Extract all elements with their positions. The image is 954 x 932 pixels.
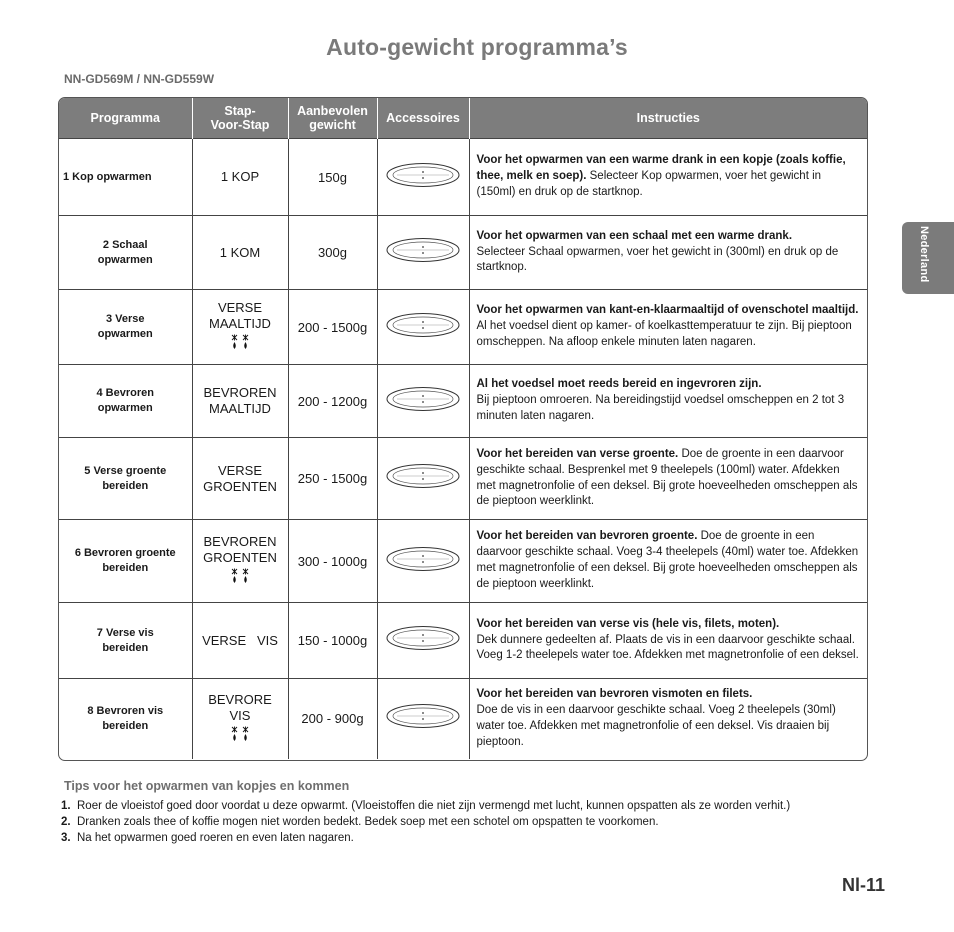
cell-programma: [59, 438, 192, 520]
cell-accessoires: [377, 365, 469, 438]
page-number: Nl-11: [842, 875, 886, 895]
programma-name-line2: opwarmen: [97, 328, 153, 340]
header-aanbevolen: [288, 98, 377, 139]
cell-accessoires: [377, 139, 469, 216]
cell-accessoires: [377, 520, 469, 603]
instruction-heading: Al het voedsel moet reeds bereid en ingevroren zijn.: [476, 378, 762, 391]
stap-label-line2: MAALTIJD: [209, 316, 271, 331]
tip-number: 1.: [61, 800, 71, 812]
tips-title: Tips voor het opwarmen van kopjes en kommen: [64, 779, 350, 793]
programma-name: 5 Verse groente: [84, 464, 167, 477]
instruction-text: Doe de groente in een daarvoor geschikte schaal. Voeg 3-4 theelepels (40ml) water toe. Afdekken met magnetronfolie of een deksel. Bij grote hoeveelheden omscheppen als de pieptoon weerklinkt.: [476, 530, 859, 590]
cell-programma: [59, 520, 192, 603]
stap-label-line2: MAALTIJD: [209, 401, 271, 416]
cell-instructies: [469, 290, 867, 365]
cell-stap: [192, 679, 288, 759]
frozen-icon: [194, 726, 287, 746]
stap-label: 1 KOP: [220, 169, 260, 184]
tip-item: [61, 798, 790, 814]
tip-text: Na het opwarmen goed roeren en even laten nagaren.: [77, 832, 354, 844]
instruction-heading: Voor het opwarmen van kant-en-klaarmaaltijd of ovenschotel maaltijd.: [476, 304, 859, 317]
cell-gewicht: 250 - 1500g: [288, 438, 377, 520]
cell-programma: [59, 365, 192, 438]
cell-programma: [59, 290, 192, 365]
programma-name: 1 Kop opwarmen: [63, 170, 152, 183]
programma-name-line2: opwarmen: [97, 402, 153, 414]
instruction-heading: Voor het bereiden van bevroren groente.: [476, 530, 698, 543]
table-row: [59, 520, 867, 603]
cell-accessoires: [377, 216, 469, 290]
instruction-heading: Voor het opwarmen van een warme drank in een kopje (zoals koffie, thee, melk en soep).: [476, 154, 846, 183]
header-aanbevolen-line2: gewicht: [309, 118, 356, 132]
frozen-icon: [194, 568, 287, 588]
header-accessoires: Accessoires: [377, 98, 469, 139]
cell-stap: [192, 216, 288, 290]
instruction-text: Selecteer Kop opwarmen, voer het gewicht in (150ml) en druk op de startknop.: [476, 170, 822, 198]
programma-name: 7 Verse vis: [96, 626, 154, 639]
cell-accessoires: [377, 679, 469, 759]
header-stap-line1: Stap-: [224, 104, 256, 118]
turntable-tray-icon: [385, 559, 461, 576]
cell-accessoires: [377, 290, 469, 365]
tip-item: [61, 814, 790, 830]
table-row: [59, 438, 867, 520]
cell-programma: [59, 603, 192, 679]
tip-text: Roer de vloeistof goed door voordat u deze opwarmt. (Vloeistoffen die niet zijn vermengd met lucht, kunnen opspatten als ze worden verhit.): [77, 800, 791, 812]
programma-name-line2: bereiden: [102, 562, 149, 574]
programma-name: 6 Bevroren groente: [74, 547, 176, 559]
cell-gewicht: 200 - 900g: [288, 679, 377, 759]
cell-stap: [192, 139, 288, 216]
tips-list: [61, 798, 790, 846]
turntable-tray-icon: [385, 175, 461, 192]
cell-instructies: [469, 520, 867, 603]
turntable-tray-icon: [385, 250, 461, 267]
instruction-heading: Voor het bereiden van verse vis (hele vis, filets, moten).: [476, 617, 780, 630]
stap-label: 1 KOM: [219, 244, 261, 260]
cell-programma: [59, 139, 192, 216]
tip-number: 2.: [61, 816, 71, 828]
cell-gewicht: 300g: [288, 216, 377, 290]
turntable-tray-icon: [385, 399, 461, 416]
instruction-heading: Voor het bereiden van verse groente.: [476, 447, 679, 460]
table-row: [59, 603, 867, 679]
cell-accessoires: [377, 438, 469, 520]
header-programma: Programma: [59, 98, 192, 139]
cell-stap: [192, 603, 288, 679]
table-row: [59, 139, 867, 216]
programma-name-line2: opwarmen: [97, 253, 153, 266]
instruction-text: Bij pieptoon omroeren. Na bereidingstijd voedsel omscheppen en 2 tot 3 minuten laten nagaren.: [476, 394, 845, 422]
stap-label: VERSE: [217, 300, 263, 315]
cell-stap: [192, 520, 288, 603]
cell-instructies: [469, 603, 867, 679]
auto-weight-table: [58, 97, 868, 761]
stap-label: VERSE: [217, 462, 263, 478]
cell-gewicht: 150 - 1000g: [288, 603, 377, 679]
instruction-heading: Voor het bereiden van bevroren vismoten en filets.: [476, 688, 753, 701]
model-number: NN-GD569M / NN-GD559W: [64, 72, 215, 86]
language-tab-label: Nederland: [918, 226, 930, 283]
programma-name: 3 Verse: [105, 313, 145, 325]
language-tab: [902, 222, 954, 294]
stap-label: BEVROREN: [203, 534, 277, 549]
table-header-row: [59, 98, 867, 139]
turntable-tray-icon: [385, 638, 461, 655]
turntable-tray-icon: [385, 716, 461, 733]
instruction-text: Doe de groente in een daarvoor geschikte schaal. Besprenkel met 9 theelepels (100ml) water. Afdekken met magnetronfolie of een deksel. Bij grote hoeveelheden omscheppen als de pieptoon weerklinkt.: [476, 447, 858, 508]
turntable-tray-icon: [385, 325, 461, 342]
cell-gewicht: 150g: [288, 139, 377, 216]
programma-name-line2: bereiden: [102, 719, 149, 732]
table-row: [59, 365, 867, 438]
cell-stap: [192, 290, 288, 365]
instruction-text: Selecteer Schaal opwarmen, voer het gewicht in (300ml) en druk op de startknop.: [476, 245, 839, 274]
header-stap: [192, 98, 288, 139]
programma-name: 2 Schaal: [102, 238, 148, 251]
cell-instructies: [469, 365, 867, 438]
cell-instructies: [469, 139, 867, 216]
stap-label: BEVROREN: [203, 385, 277, 400]
instruction-text: Dek dunnere gedeelten af. Plaats de vis in een daarvoor geschikte schaal. Voeg 1-2 theelepels water toe. Afdekken met magnetronfolie of een deksel.: [476, 633, 859, 662]
programma-name-line2: bereiden: [102, 479, 149, 492]
table-row: [59, 216, 867, 290]
stap-label: VERSE VIS: [202, 632, 278, 648]
table-row: [59, 679, 867, 759]
header-stap-line2: Voor-Stap: [210, 118, 270, 132]
cell-accessoires: [377, 603, 469, 679]
stap-label-line2: GROENTEN: [203, 550, 277, 565]
stap-label-line2: VIS: [229, 707, 251, 723]
instruction-heading: Voor het opwarmen van een schaal met een warme drank.: [476, 229, 793, 242]
instruction-text: Doe de vis in een daarvoor geschikte schaal. Voeg 2 theelepels (30ml) water toe. Afdekken met magnetronfolie of een deksel. Vis draaien bij pieptoon.: [476, 703, 836, 748]
instruction-text: Al het voedsel dient op kamer- of koelkasttemperatuur te zijn. Bij pieptoon omscheppen. Na afloop enkele minuten laten nagaren.: [476, 320, 852, 348]
cell-instructies: [469, 216, 867, 290]
cell-gewicht: 200 - 1500g: [288, 290, 377, 365]
cell-gewicht: 300 - 1000g: [288, 520, 377, 603]
cell-stap: [192, 438, 288, 520]
table-row: [59, 290, 867, 365]
cell-stap: [192, 365, 288, 438]
tip-text: Dranken zoals thee of koffie mogen niet worden bedekt. Bedek soep met een schotel om opspatten te voorkomen.: [77, 816, 659, 828]
cell-instructies: [469, 679, 867, 759]
cell-gewicht: 200 - 1200g: [288, 365, 377, 438]
tip-item: [61, 830, 790, 846]
page-title: Auto-gewicht programma’s: [326, 34, 628, 60]
programma-name-line2: bereiden: [102, 641, 149, 654]
cell-instructies: [469, 438, 867, 520]
header-instructies: Instructies: [469, 98, 867, 139]
programma-name: 4 Bevroren: [96, 387, 154, 399]
cell-programma: [59, 679, 192, 759]
tip-number: 3.: [61, 832, 71, 844]
programma-name: 8 Bevroren vis: [87, 704, 164, 717]
turntable-tray-icon: [385, 476, 461, 493]
stap-label-line2: GROENTEN: [203, 478, 277, 494]
cell-programma: [59, 216, 192, 290]
frozen-icon: [194, 334, 287, 354]
header-aanbevolen-line1: Aanbevolen: [297, 104, 368, 118]
stap-label: BEVRORE: [208, 691, 272, 707]
